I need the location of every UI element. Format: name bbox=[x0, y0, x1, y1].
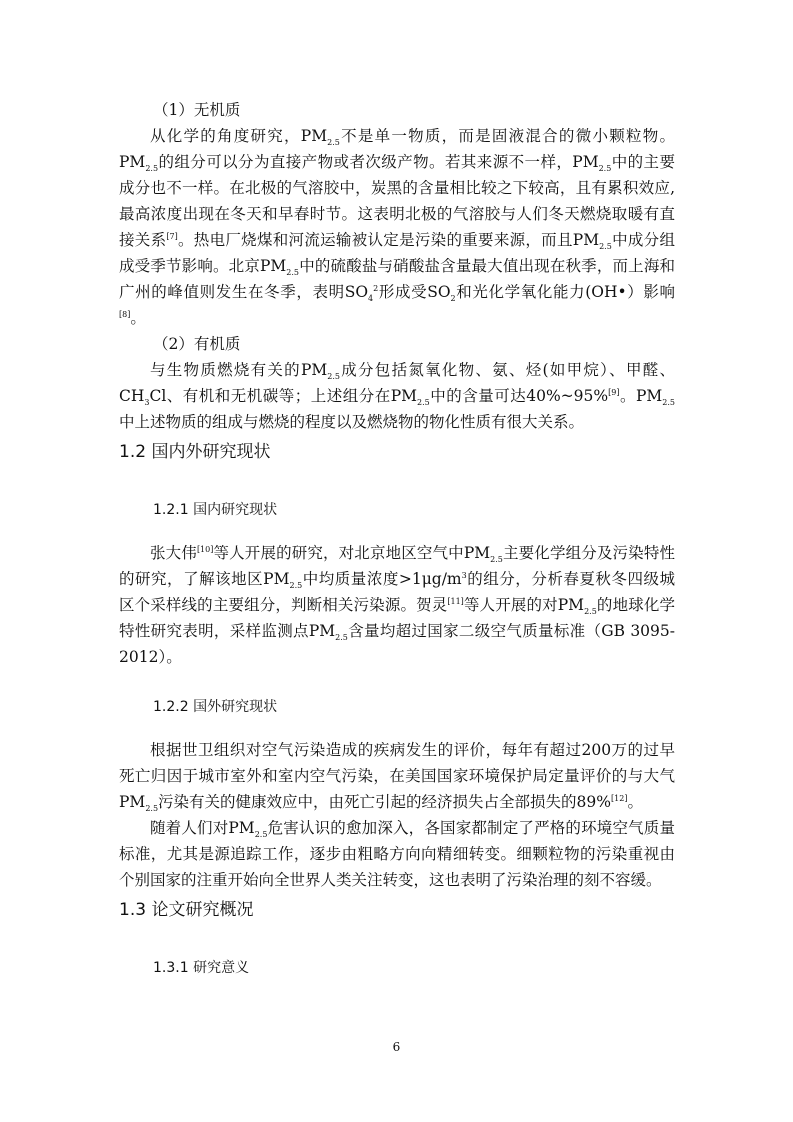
citation: [11] bbox=[447, 596, 464, 606]
section-1-2-title: 1.2 国内外研究现状 bbox=[119, 442, 271, 462]
inorganic-paragraph: 从化学的角度研究，$PM_{2.5}$不是单一物质，而是固液混合的微小颗粒物。$PM_{2.5}$的组分可以分为直接产物或者次级产物。若其来源不一样，$PM_{2.5}$中的主要成分也不一样。在北极的气溶胶中，炭黑的含量相比较之下较高，且有累积效应,最高浓度出现在冬天和早春时节。这表明北极的气溶胶与人们冬天燃烧取暖有直接关系[7]。热电厂烧煤和河流运输被认定是污染的重要来源，而且$PM_{2.5}$中成分组成受季节影响。北京$PM_{2.5}$中的硫酸盐与硝酸盐含量最大值出现在秋季，而上海和广州的峰值则发生在冬季，表明$SO_4^2$形成受$SO_2$和光化学氧化能力(OH•）影响[8]。 bbox=[119, 127, 675, 327]
organic-paragraph: 与生物质燃烧有关的$PM_{2.5}$成分包括氮氧化物、氨、烃(如甲烷）、甲醛、$CH_3Cl$、有机和无机碳等；上述组分在$PM_{2.5}$中的含量可达40%~95%[9]。$PM_{2.5}$中上述物质的组成与燃烧的程度以及燃烧物的物化性质有很大关系。 bbox=[119, 361, 675, 431]
inorganic-heading: （1）无机质 bbox=[153, 101, 241, 119]
domestic-research-paragraph: 张大伟[10]等人开展的研究，对北京地区空气中$PM_{2.5}$主要化学组分及污染特性的研究，了解该地区$PM_{2.5}$中均质量浓度$>1\mu g/m^3$的组分，分析春夏秋冬四级城区个采样线的主要组分，判断相关污染源。贺灵[11]等人开展的对$PM_{2.5}$的地球化学特性研究表明，采样监测点$PM_{2.5}$含量均超过国家二级空气质量标准（GB 3095-2012）。 bbox=[119, 544, 675, 666]
citation: [10] bbox=[196, 544, 214, 554]
foreign-research-paragraph-1: 根据世卫组织对空气污染造成的疾病发生的评价，每年有超过200万的过早死亡归因于城市室外和室内空气污染，在美国国家环境保护局定量评价的与大气$PM_{2.5}$污染有关的健康效应中，由死亡引起的经济损失占全部损失的89%[12]。 bbox=[119, 741, 675, 814]
page-body bbox=[119, 97, 675, 981]
section-1-2-2-title: 1.2.2 国外研究现状 bbox=[153, 699, 278, 715]
section-1-3-title: 1.3 论文研究概况 bbox=[119, 900, 254, 920]
organic-heading: （2）有机质 bbox=[153, 335, 241, 353]
section-1-3-1-title: 1.3.1 研究意义 bbox=[153, 960, 250, 976]
citation: [12] bbox=[611, 793, 628, 803]
citation: [9] bbox=[608, 387, 620, 397]
page-number: 6 bbox=[392, 1040, 401, 1054]
citation: [8] bbox=[119, 309, 131, 319]
citation: [7] bbox=[166, 231, 178, 241]
section-1-2-1-title: 1.2.1 国内研究现状 bbox=[153, 502, 278, 518]
foreign-research-paragraph-2: 随着人们对$PM_{2.5}$危害认识的愈加深入，各国家都制定了严格的环境空气质量标准，尤其是源追踪工作，逐步由粗略方向向精细转变。细颗粒物的污染重视由个别国家的注重开始向全世界人类关注转变，这也表明了污染治理的刻不容缓。 bbox=[119, 819, 675, 889]
